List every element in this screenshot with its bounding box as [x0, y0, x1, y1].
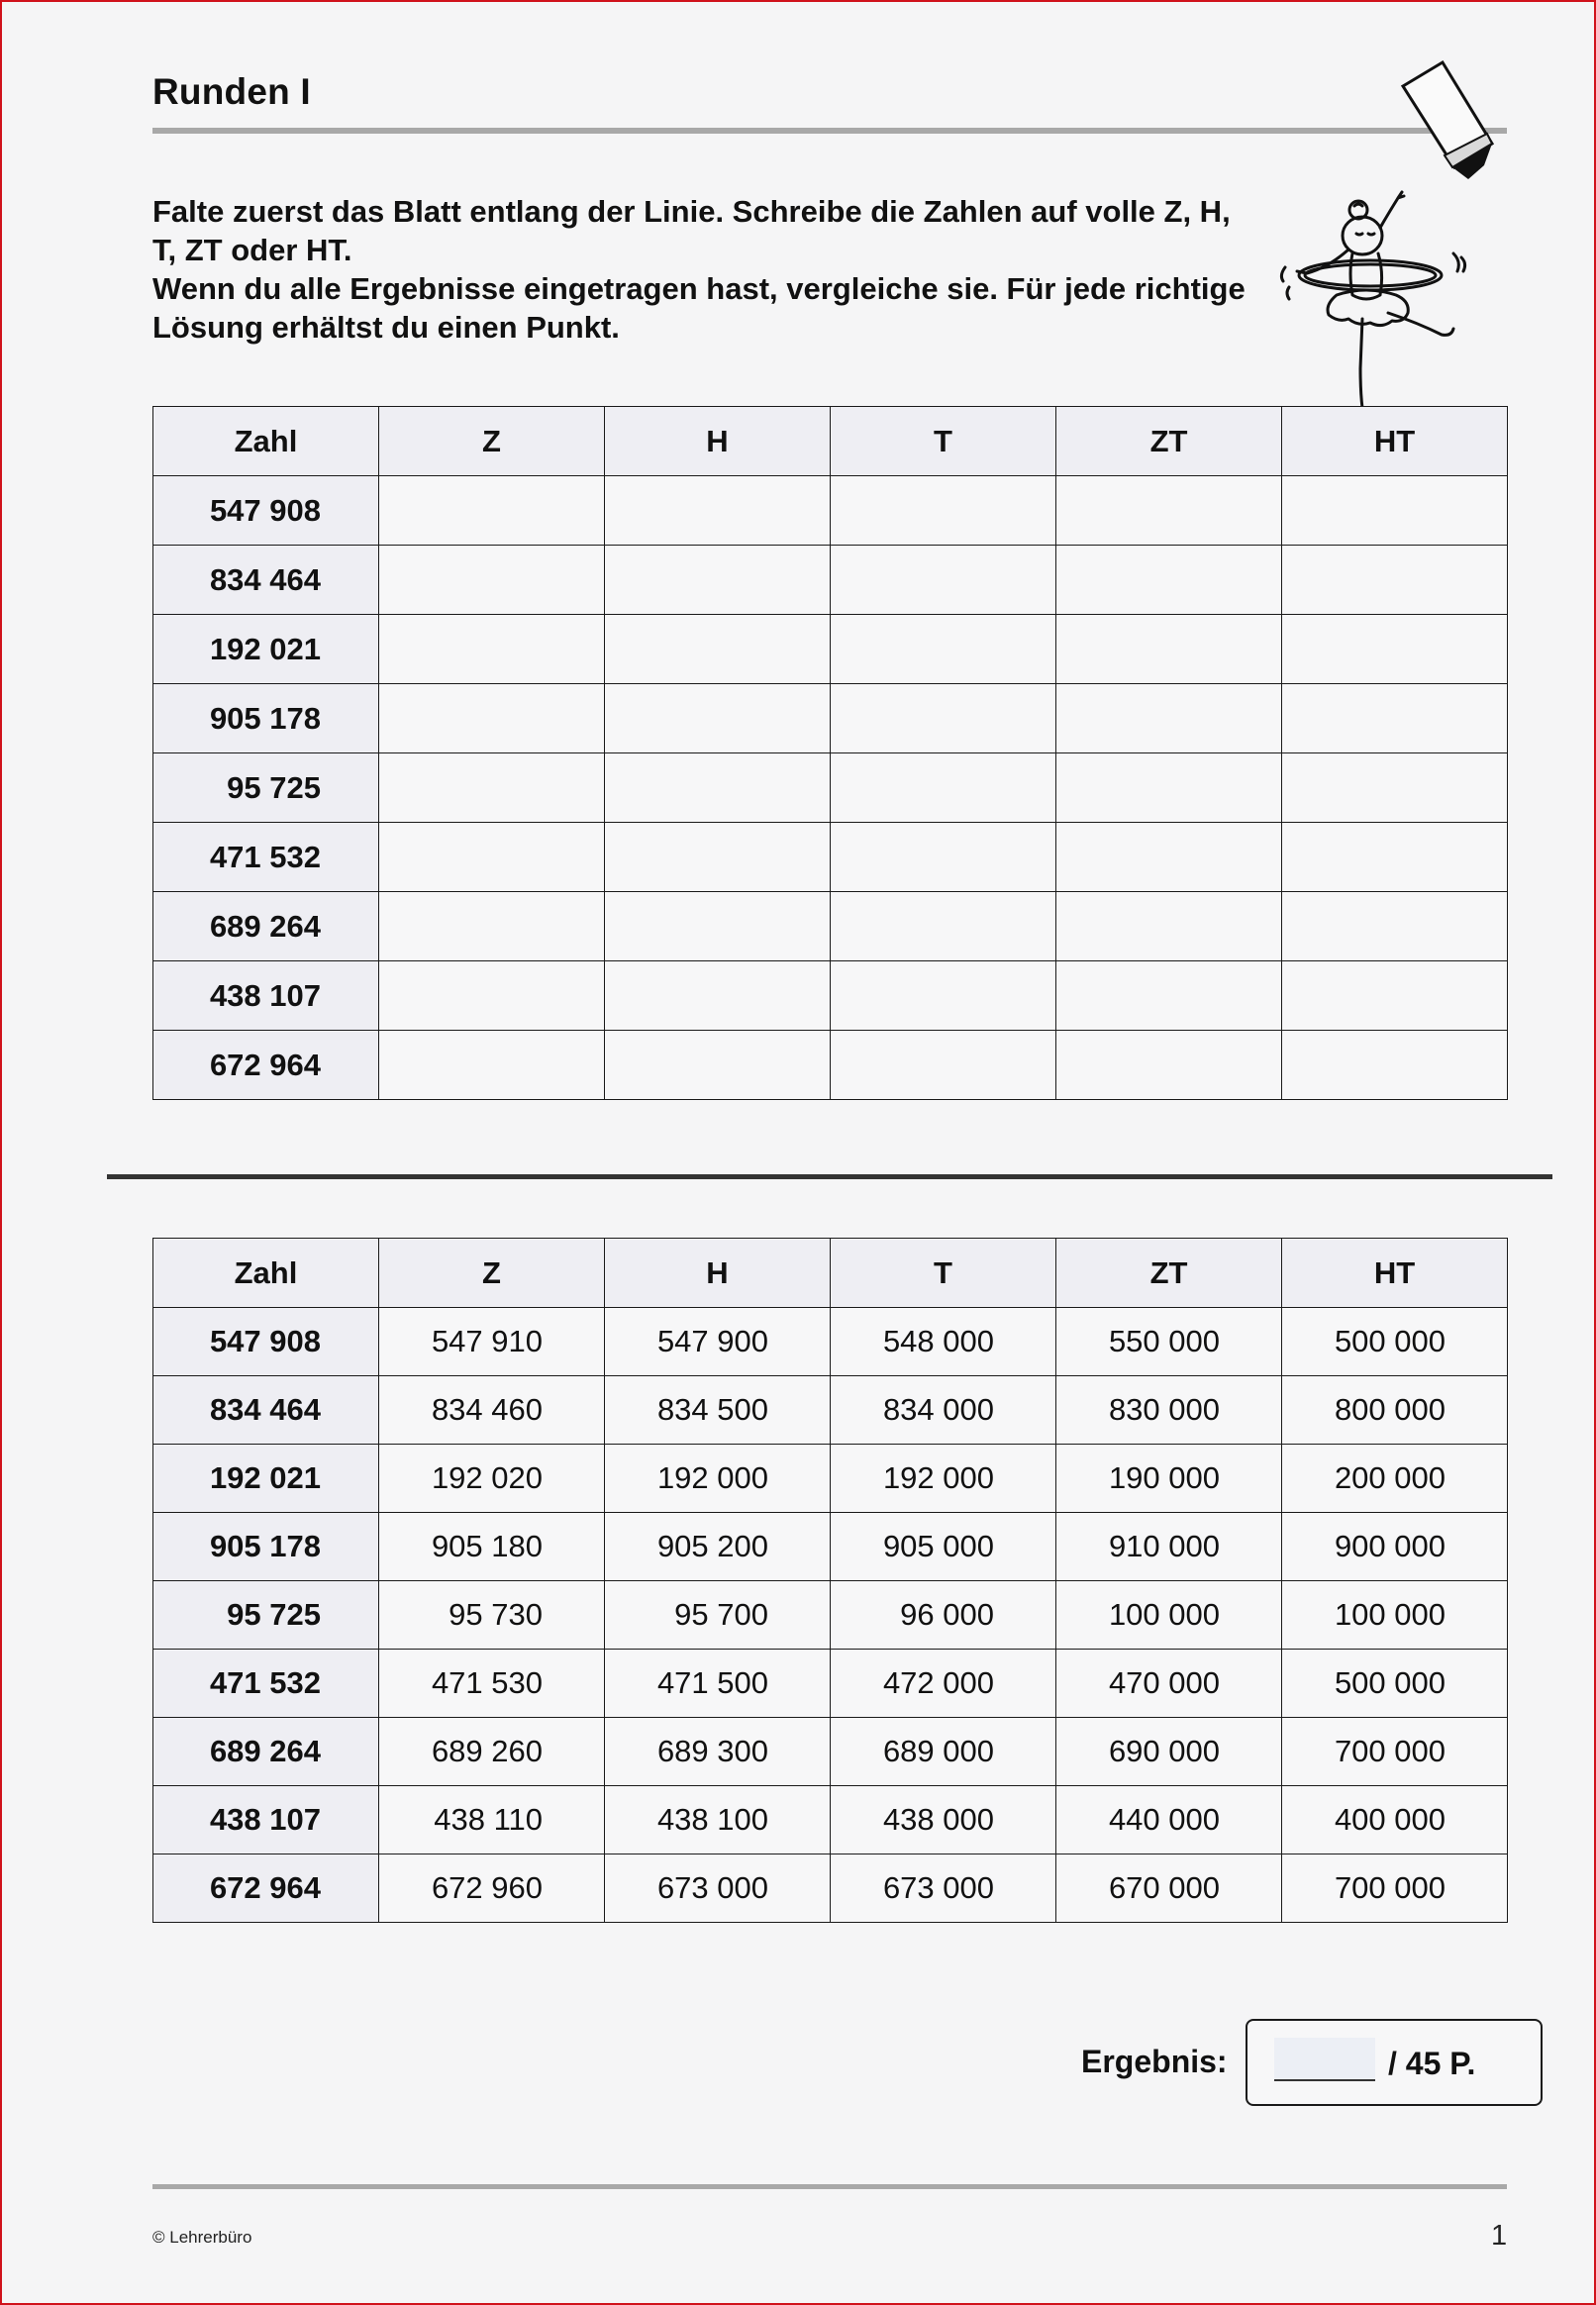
- solution-cell: 690 000: [1056, 1718, 1282, 1786]
- solution-cell: 900 000: [1282, 1513, 1508, 1581]
- table-row: [153, 1445, 1508, 1513]
- header-cell-zt: ZT: [1056, 407, 1282, 476]
- number-cell: 689 264: [153, 1718, 379, 1786]
- answer-input-cell[interactable]: [1282, 961, 1508, 1031]
- table-row: [153, 684, 1508, 753]
- number-cell: 471 532: [153, 1650, 379, 1718]
- solution-cell: 700 000: [1282, 1854, 1508, 1923]
- answer-input-cell[interactable]: [831, 476, 1056, 546]
- answer-input-cell[interactable]: [1282, 684, 1508, 753]
- answer-input-cell[interactable]: [605, 546, 831, 615]
- number-cell: 438 107: [153, 961, 379, 1031]
- answer-input-cell[interactable]: [831, 1031, 1056, 1100]
- solution-cell: 672 960: [379, 1854, 605, 1923]
- answer-input-cell[interactable]: [1056, 476, 1282, 546]
- answer-input-cell[interactable]: [605, 823, 831, 892]
- max-score-text: / 45 P.: [1388, 2046, 1476, 2081]
- answer-input-cell[interactable]: [379, 1031, 605, 1100]
- table-row: [153, 1650, 1508, 1718]
- header-cell-h: H: [605, 407, 831, 476]
- solution-cell: 192 000: [831, 1445, 1056, 1513]
- solution-cell: 689 000: [831, 1718, 1056, 1786]
- folded-corner-icon: [1393, 56, 1502, 185]
- solution-cell: 438 110: [379, 1786, 605, 1854]
- table-row: [153, 753, 1508, 823]
- table-row: [153, 1376, 1508, 1445]
- table-row: [153, 892, 1508, 961]
- table-row: [153, 546, 1508, 615]
- answer-input-cell[interactable]: [1056, 892, 1282, 961]
- solution-cell: 547 910: [379, 1308, 605, 1376]
- solution-cell: 95 700: [605, 1581, 831, 1650]
- answer-input-cell[interactable]: [1056, 615, 1282, 684]
- table-row: [153, 1786, 1508, 1854]
- instructions: [152, 192, 1261, 347]
- table-row: [153, 1854, 1508, 1923]
- answer-input-cell[interactable]: [831, 823, 1056, 892]
- answer-input-cell[interactable]: [1282, 1031, 1508, 1100]
- solution-cell: 670 000: [1056, 1854, 1282, 1923]
- number-cell: 547 908: [153, 1308, 379, 1376]
- result-label: Ergebnis:: [1081, 2044, 1228, 2079]
- solution-cell: 905 000: [831, 1513, 1056, 1581]
- answer-input-cell[interactable]: [1282, 753, 1508, 823]
- table-row: [153, 823, 1508, 892]
- header-cell-t: T: [831, 1239, 1056, 1308]
- answer-input-cell[interactable]: [605, 476, 831, 546]
- solution-cell: 472 000: [831, 1650, 1056, 1718]
- answer-input-cell[interactable]: [831, 753, 1056, 823]
- solution-cell: 673 000: [605, 1854, 831, 1923]
- answer-input-cell[interactable]: [1282, 476, 1508, 546]
- answer-input-cell[interactable]: [1056, 753, 1282, 823]
- instruction-line: Falte zuerst das Blatt entlang der Linie. Schreibe die Zahlen auf volle Z, H, T, ZT oder HT.: [152, 194, 1231, 267]
- answer-input-cell[interactable]: [379, 476, 605, 546]
- solution-table: [152, 1238, 1508, 1923]
- solution-cell: 200 000: [1282, 1445, 1508, 1513]
- answer-input-cell[interactable]: [379, 615, 605, 684]
- solution-cell: 550 000: [1056, 1308, 1282, 1376]
- solution-cell: 192 020: [379, 1445, 605, 1513]
- table-row: [153, 1308, 1508, 1376]
- answer-input-cell[interactable]: [1056, 1031, 1282, 1100]
- ballerina-hula-hoop-illustration: [1279, 188, 1477, 416]
- answer-input-cell[interactable]: [605, 961, 831, 1031]
- table-header-row: [153, 407, 1508, 476]
- answer-input-cell[interactable]: [1282, 892, 1508, 961]
- page-title: Runden I: [152, 71, 311, 112]
- table-row: [153, 476, 1508, 546]
- answer-input-cell[interactable]: [379, 961, 605, 1031]
- solution-cell: 440 000: [1056, 1786, 1282, 1854]
- solution-cell: 830 000: [1056, 1376, 1282, 1445]
- number-cell: 834 464: [153, 1376, 379, 1445]
- footer-rule: [152, 2184, 1507, 2189]
- number-cell: 192 021: [153, 1445, 379, 1513]
- table-header-row: [153, 1239, 1508, 1308]
- solution-cell: 548 000: [831, 1308, 1056, 1376]
- number-cell: 672 964: [153, 1031, 379, 1100]
- copyright-text: © Lehrerbüro: [152, 2228, 252, 2247]
- solution-cell: 834 000: [831, 1376, 1056, 1445]
- answer-input-cell[interactable]: [605, 753, 831, 823]
- header-cell-z: Z: [379, 1239, 605, 1308]
- answer-input-cell[interactable]: [1056, 684, 1282, 753]
- solution-cell: 100 000: [1282, 1581, 1508, 1650]
- solution-cell: 100 000: [1056, 1581, 1282, 1650]
- solution-cell: 471 530: [379, 1650, 605, 1718]
- solution-cell: 438 000: [831, 1786, 1056, 1854]
- solution-cell: 905 200: [605, 1513, 831, 1581]
- answer-input-cell[interactable]: [379, 546, 605, 615]
- solution-cell: 470 000: [1056, 1650, 1282, 1718]
- number-cell: 438 107: [153, 1786, 379, 1854]
- answer-input-cell[interactable]: [379, 892, 605, 961]
- solution-cell: 834 460: [379, 1376, 605, 1445]
- number-cell: 192 021: [153, 615, 379, 684]
- solution-cell: 800 000: [1282, 1376, 1508, 1445]
- page-number: 1: [1491, 2220, 1508, 2252]
- result-box: [1246, 2019, 1543, 2106]
- answer-input-cell[interactable]: [1282, 546, 1508, 615]
- table-row: [153, 1031, 1508, 1100]
- solution-cell: 192 000: [605, 1445, 831, 1513]
- table-row: [153, 1513, 1508, 1581]
- answer-input-cell[interactable]: [379, 684, 605, 753]
- number-cell: 689 264: [153, 892, 379, 961]
- solution-cell: 438 100: [605, 1786, 831, 1854]
- fold-line: [107, 1174, 1552, 1179]
- solution-cell: 673 000: [831, 1854, 1056, 1923]
- answer-input-cell[interactable]: [605, 892, 831, 961]
- solution-cell: 96 000: [831, 1581, 1056, 1650]
- header-cell-zahl: Zahl: [153, 407, 379, 476]
- answer-input-cell[interactable]: [1056, 961, 1282, 1031]
- solution-cell: 700 000: [1282, 1718, 1508, 1786]
- solution-cell: 689 300: [605, 1718, 831, 1786]
- solution-cell: 95 730: [379, 1581, 605, 1650]
- number-cell: 95 725: [153, 1581, 379, 1650]
- answer-input-cell[interactable]: [831, 961, 1056, 1031]
- table-row: [153, 1718, 1508, 1786]
- answer-input-cell[interactable]: [831, 892, 1056, 961]
- solution-cell: 910 000: [1056, 1513, 1282, 1581]
- instruction-line: Wenn du alle Ergebnisse eingetragen hast, vergleiche sie. Für jede richtige Lösung erhältst du einen Punkt.: [152, 271, 1246, 345]
- number-cell: 905 178: [153, 684, 379, 753]
- solution-cell: 500 000: [1282, 1650, 1508, 1718]
- number-cell: 471 532: [153, 823, 379, 892]
- table-row: [153, 961, 1508, 1031]
- header-cell-zt: ZT: [1056, 1239, 1282, 1308]
- answer-input-cell[interactable]: [1282, 823, 1508, 892]
- answer-input-cell[interactable]: [831, 684, 1056, 753]
- header-cell-h: H: [605, 1239, 831, 1308]
- header-cell-ht: HT: [1282, 407, 1508, 476]
- table-row: [153, 1581, 1508, 1650]
- solution-cell: 471 500: [605, 1650, 831, 1718]
- number-cell: 547 908: [153, 476, 379, 546]
- solution-cell: 500 000: [1282, 1308, 1508, 1376]
- answer-input-cell[interactable]: [1056, 546, 1282, 615]
- solution-cell: 689 260: [379, 1718, 605, 1786]
- header-cell-zahl: Zahl: [153, 1239, 379, 1308]
- solution-cell: 400 000: [1282, 1786, 1508, 1854]
- table-row: [153, 615, 1508, 684]
- answer-input-cell[interactable]: [605, 615, 831, 684]
- exercise-table: [152, 406, 1508, 1100]
- number-cell: 95 725: [153, 753, 379, 823]
- answer-input-cell[interactable]: [1282, 615, 1508, 684]
- solution-cell: 190 000: [1056, 1445, 1282, 1513]
- header-cell-z: Z: [379, 407, 605, 476]
- header-cell-ht: HT: [1282, 1239, 1508, 1308]
- solution-cell: 547 900: [605, 1308, 831, 1376]
- number-cell: 905 178: [153, 1513, 379, 1581]
- number-cell: 834 464: [153, 546, 379, 615]
- solution-cell: 905 180: [379, 1513, 605, 1581]
- answer-input-cell[interactable]: [831, 546, 1056, 615]
- score-input-field[interactable]: [1274, 2038, 1375, 2081]
- answer-input-cell[interactable]: [379, 823, 605, 892]
- title-rule: [152, 128, 1507, 134]
- header-cell-t: T: [831, 407, 1056, 476]
- number-cell: 672 964: [153, 1854, 379, 1923]
- solution-cell: 834 500: [605, 1376, 831, 1445]
- answer-input-cell[interactable]: [379, 753, 605, 823]
- answer-input-cell[interactable]: [831, 615, 1056, 684]
- answer-input-cell[interactable]: [605, 684, 831, 753]
- answer-input-cell[interactable]: [1056, 823, 1282, 892]
- answer-input-cell[interactable]: [605, 1031, 831, 1100]
